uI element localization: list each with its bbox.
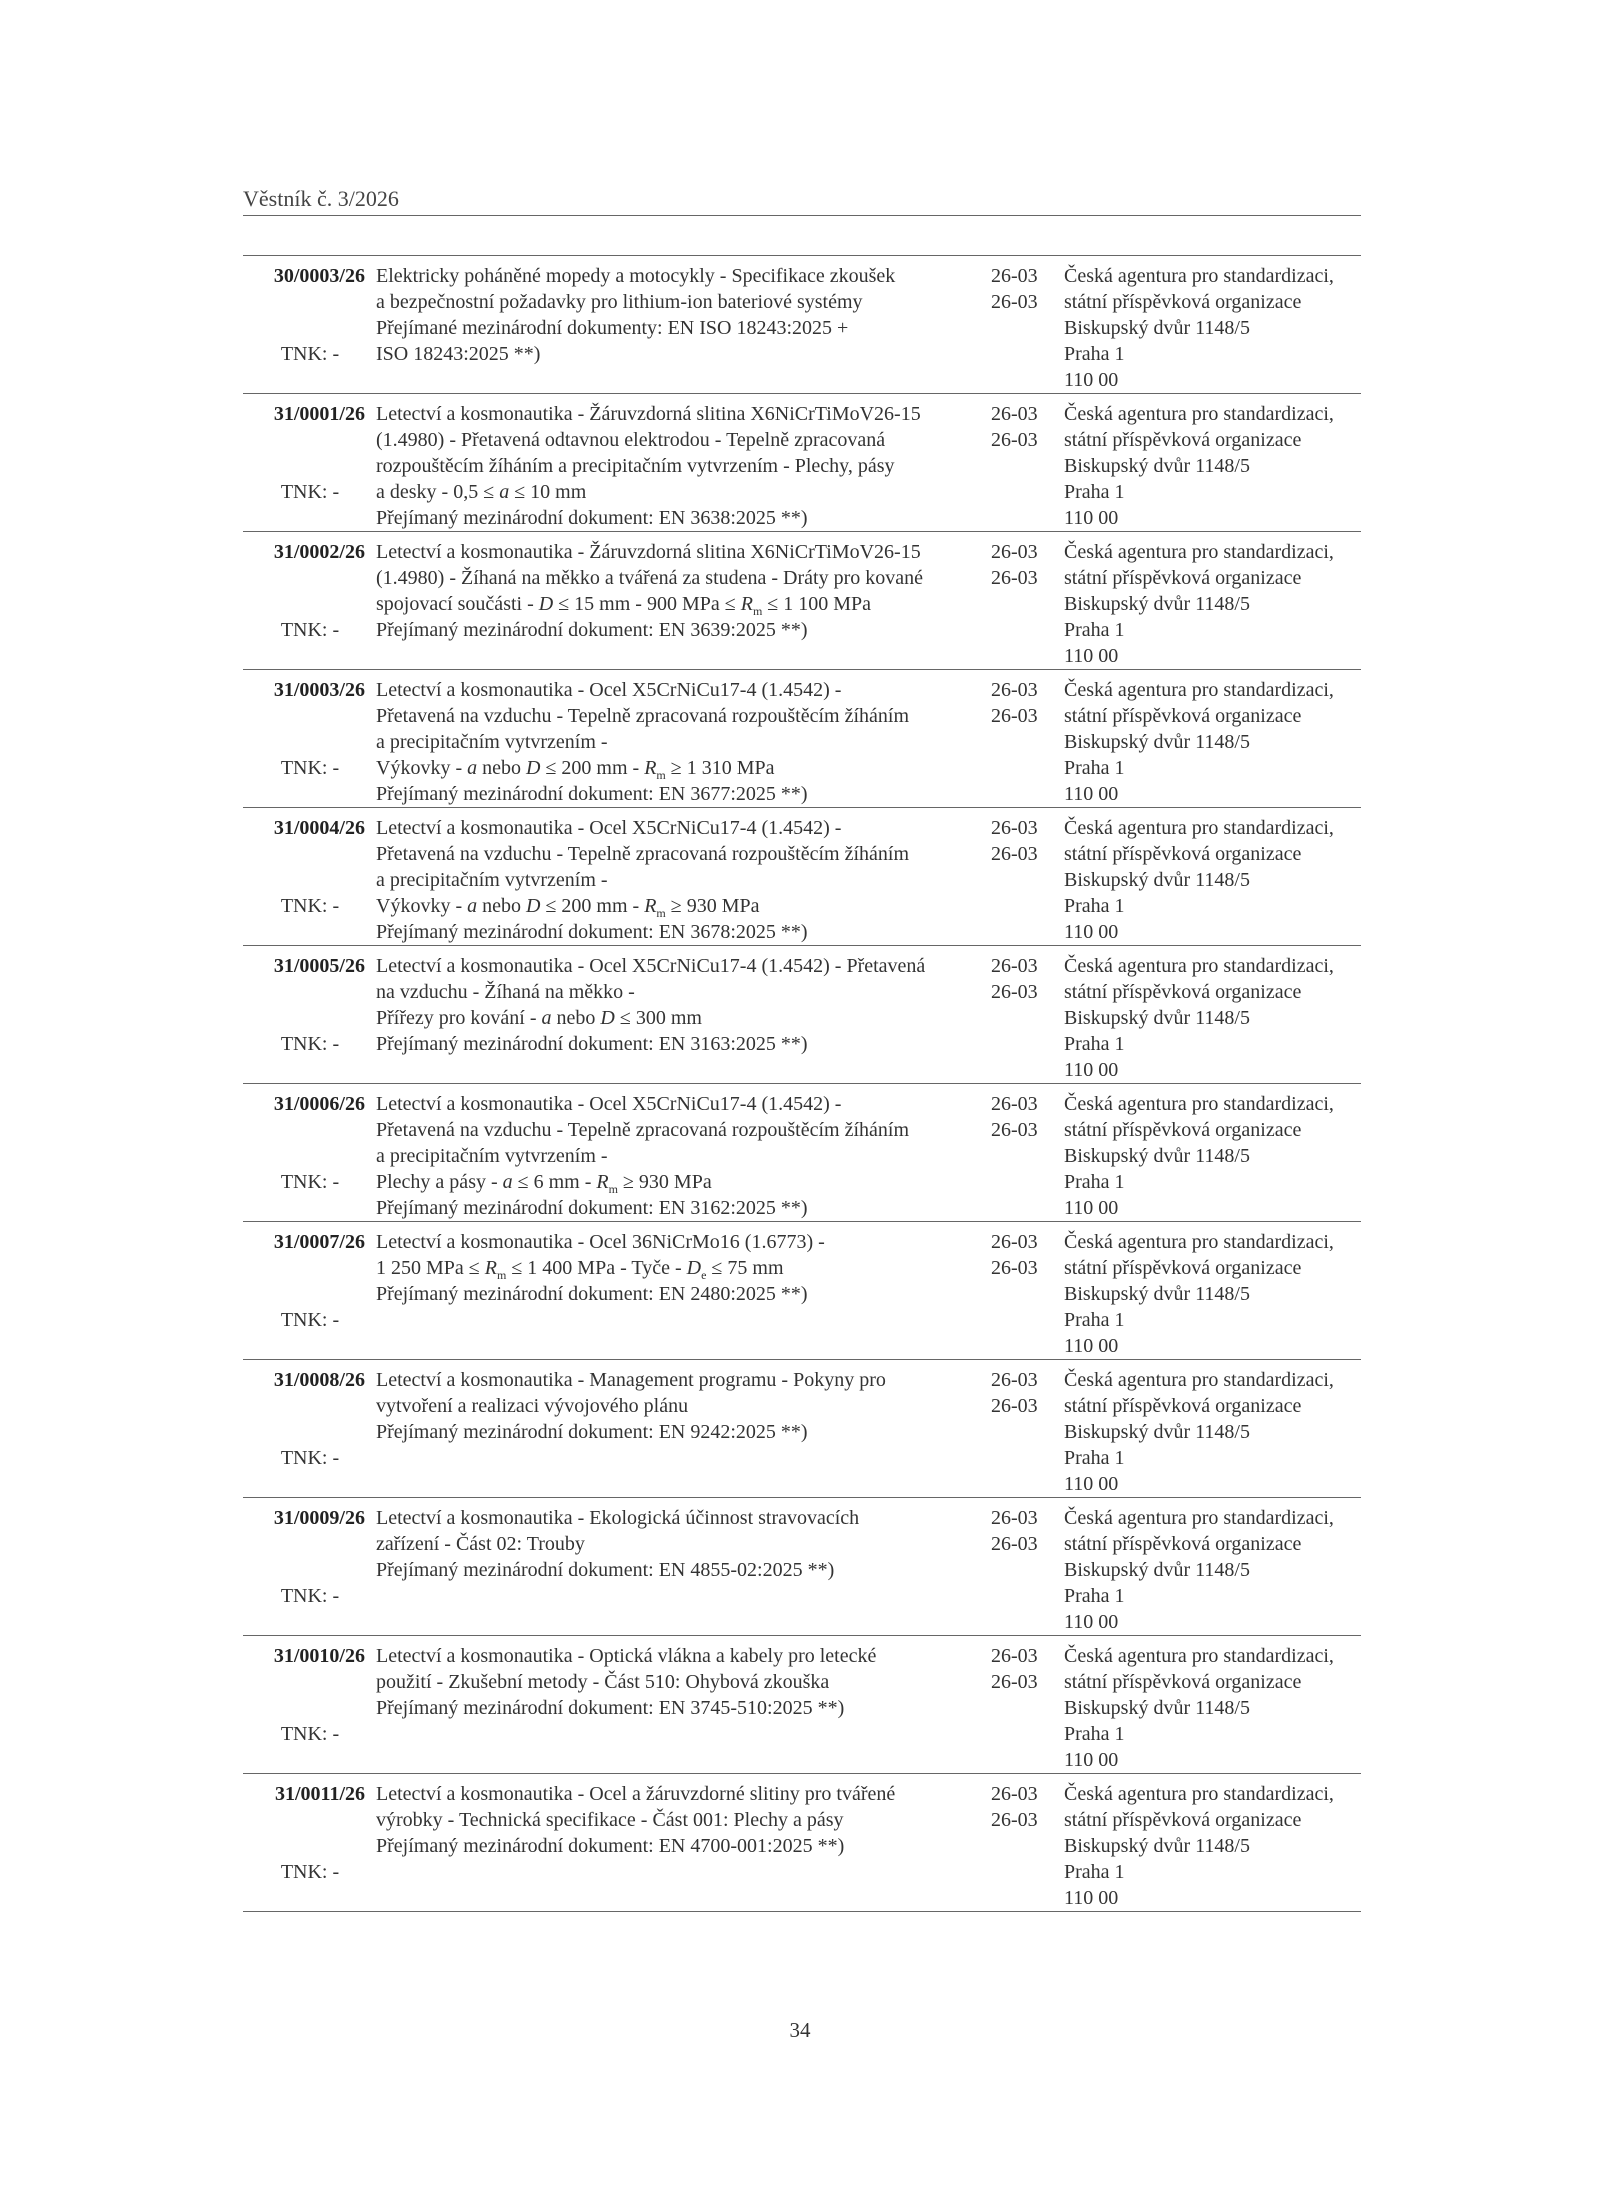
text-segment: (1.4980) - Žíhaná na měkko a tvářená za studena - Dráty pro kované [376, 567, 924, 589]
text-segment: spojovací součásti - [376, 593, 539, 615]
agency-line: Česká agentura pro standardizaci, [1064, 679, 1334, 701]
description-line [376, 919, 909, 945]
agency-line: státní příspěvková organizace [1064, 1257, 1302, 1279]
agency-line: Praha 1 [1064, 1723, 1125, 1745]
dates [991, 1643, 1038, 1695]
text-segment: rozpouštěcím žíháním a precipitačním vytvrzením - Plechy, pásy [376, 455, 895, 477]
date: 26-03 [991, 291, 1038, 313]
tnk-label: TNK: - [280, 343, 340, 365]
agency-address [1064, 1781, 1334, 1911]
page-number: 34 [789, 2018, 811, 2042]
agency-address [1064, 1091, 1334, 1221]
standard-code: 31/0011/26 [274, 1783, 365, 1805]
agency-line: Praha 1 [1064, 1033, 1125, 1055]
text-segment: a bezpečnostní požadavky pro lithium-ion bateriové systémy [376, 291, 863, 313]
text-segment: Přířezy pro kování - [376, 1007, 542, 1029]
italic-symbol: a [499, 481, 510, 503]
text-segment: zařízení - Část 02: Trouby [376, 1533, 585, 1555]
date: 26-03 [991, 981, 1038, 1003]
agency-line: státní příspěvková organizace [1064, 567, 1302, 589]
description-line [376, 979, 925, 1005]
date: 26-03 [991, 403, 1038, 425]
date: 26-03 [991, 1369, 1038, 1391]
agency-line: Biskupský dvůr 1148/5 [1064, 1007, 1250, 1029]
agency-address [1064, 677, 1334, 807]
agency-address [1064, 953, 1334, 1083]
agency-line: státní příspěvková organizace [1064, 429, 1302, 451]
date: 26-03 [991, 541, 1038, 563]
tnk-label: TNK: - [280, 1723, 340, 1745]
italic-symbol: a [502, 1171, 513, 1193]
text-segment: Elektricky poháněné mopedy a motocykly - Specifikace zkoušek [376, 265, 896, 287]
description-line [376, 1031, 925, 1057]
text-segment: ≤ 6 mm - [512, 1171, 597, 1193]
description-line [376, 1169, 909, 1195]
text-segment: Přejímaný mezinárodní dokument: EN 2480:2025 **) [376, 1283, 808, 1305]
tnk-label: TNK: - [280, 619, 340, 641]
subscript: m [608, 1182, 618, 1196]
description-line [376, 1419, 886, 1445]
agency-line: Biskupský dvůr 1148/5 [1064, 1559, 1250, 1581]
table-row [243, 1498, 1361, 1636]
table-row [243, 808, 1361, 946]
date: 26-03 [991, 1783, 1038, 1805]
text-segment: ≤ 1 100 MPa [762, 593, 872, 615]
date: 26-03 [991, 1507, 1038, 1529]
standard-description [376, 1505, 859, 1583]
text-segment: ≤ 15 mm - 900 MPa ≤ [553, 593, 741, 615]
agency-line: Biskupský dvůr 1148/5 [1064, 731, 1250, 753]
text-segment: Přejímaný mezinárodní dokument: EN 4855-02:2025 **) [376, 1559, 835, 1581]
agency-line: 110 00 [1064, 645, 1119, 667]
text-segment: nebo [477, 757, 526, 779]
agency-line: státní příspěvková organizace [1064, 705, 1302, 727]
tnk-label: TNK: - [280, 1447, 340, 1469]
description-line [376, 617, 923, 643]
agency-line: Biskupský dvůr 1148/5 [1064, 593, 1250, 615]
subscript: m [752, 604, 763, 618]
italic-symbol: R [484, 1257, 497, 1279]
text-segment: a precipitačním vytvrzením - [376, 731, 608, 753]
standard-code: 31/0007/26 [273, 1231, 365, 1253]
description-line [376, 453, 921, 479]
description-line [376, 1531, 859, 1557]
text-segment: 1 250 MPa ≤ [376, 1257, 485, 1279]
agency-line: Česká agentura pro standardizaci, [1064, 1093, 1334, 1115]
dates [991, 1229, 1038, 1281]
description-line [376, 479, 921, 505]
agency-line: Praha 1 [1064, 895, 1125, 917]
text-segment: a desky - 0,5 ≤ [376, 481, 500, 503]
date: 26-03 [991, 1671, 1038, 1693]
agency-line: Česká agentura pro standardizaci, [1064, 1645, 1334, 1667]
table-row [243, 1774, 1361, 1912]
description-line [376, 1117, 909, 1143]
agency-line: státní příspěvková organizace [1064, 1671, 1302, 1693]
agency-address [1064, 815, 1334, 945]
description-line [376, 867, 909, 893]
description-line [376, 677, 909, 703]
date: 26-03 [991, 1809, 1038, 1831]
agency-address [1064, 539, 1334, 669]
agency-line: Biskupský dvůr 1148/5 [1064, 1421, 1250, 1443]
standard-code: 31/0006/26 [273, 1093, 365, 1115]
dates [991, 401, 1038, 453]
text-segment: Letectví a kosmonautika - Ekologická účinnost stravovacích [376, 1507, 860, 1529]
text-segment: Přetavená na vzduchu - Tepelně zpracovaná rozpouštěcím žíháním [376, 843, 909, 865]
agency-address [1064, 1229, 1334, 1359]
standard-description [376, 1643, 876, 1721]
dates [991, 677, 1038, 729]
tnk-label: TNK: - [280, 1309, 340, 1331]
agency-line: státní příspěvková organizace [1064, 291, 1302, 313]
standard-description [376, 677, 909, 807]
agency-line: Biskupský dvůr 1148/5 [1064, 1145, 1250, 1167]
agency-address [1064, 263, 1334, 393]
agency-line: státní příspěvková organizace [1064, 843, 1302, 865]
agency-line: Biskupský dvůr 1148/5 [1064, 1697, 1250, 1719]
standard-code: 31/0005/26 [273, 955, 365, 977]
date: 26-03 [991, 429, 1038, 451]
agency-line: 110 00 [1064, 921, 1119, 943]
description-line [376, 565, 923, 591]
date: 26-03 [991, 1645, 1038, 1667]
agency-line: 110 00 [1064, 783, 1119, 805]
date: 26-03 [991, 1395, 1038, 1417]
description-line [376, 1367, 886, 1393]
text-segment: na vzduchu - Žíhaná na měkko - [376, 981, 635, 1003]
agency-line: 110 00 [1064, 1749, 1119, 1771]
italic-symbol: a [467, 757, 478, 779]
text-segment: Letectví a kosmonautika - Optická vlákna a kabely pro letecké [376, 1645, 877, 1667]
text-segment: a precipitačním vytvrzením - [376, 869, 608, 891]
text-segment: Letectví a kosmonautika - Ocel X5CrNiCu17-4 (1.4542) - [376, 679, 842, 701]
text-segment: Letectví a kosmonautika - Ocel 36NiCrMo16 (1.6773) - [376, 1231, 825, 1253]
text-segment: Přetavená na vzduchu - Tepelně zpracovaná rozpouštěcím žíháním [376, 705, 909, 727]
agency-line: Praha 1 [1064, 619, 1125, 641]
agency-line: Praha 1 [1064, 1171, 1125, 1193]
text-segment: (1.4980) - Přetavená odtavnou elektrodou - Tepelně zpracovaná [376, 429, 886, 451]
text-segment: Letectví a kosmonautika - Management programu - Pokyny pro [376, 1369, 886, 1391]
text-segment: Letectví a kosmonautika - Ocel X5CrNiCu17-4 (1.4542) - [376, 817, 842, 839]
description-line [376, 841, 909, 867]
text-segment: Přetavená na vzduchu - Tepelně zpracovaná rozpouštěcím žíháním [376, 1119, 909, 1141]
text-segment: ISO 18243:2025 **) [376, 343, 541, 365]
agency-line: Česká agentura pro standardizaci, [1064, 265, 1334, 287]
standard-description [376, 401, 921, 531]
tnk-label: TNK: - [280, 895, 340, 917]
date: 26-03 [991, 1093, 1038, 1115]
dates [991, 815, 1038, 867]
text-segment: ≥ 930 MPa [617, 1171, 712, 1193]
standards-table [243, 255, 1361, 1912]
tnk-label: TNK: - [280, 1861, 340, 1883]
text-segment: ≤ 75 mm [706, 1257, 784, 1279]
standard-code: 31/0004/26 [273, 817, 365, 839]
description-line [376, 1833, 895, 1859]
description-line [376, 893, 909, 919]
standard-description [376, 1781, 895, 1859]
text-segment: ≤ 1 400 MPa - Tyče - [506, 1257, 687, 1279]
agency-line: 110 00 [1064, 1887, 1119, 1909]
standard-description [376, 1091, 909, 1221]
standard-description [376, 815, 909, 945]
agency-address [1064, 1505, 1334, 1635]
text-segment: a precipitačním vytvrzením - [376, 1145, 608, 1167]
description-line [376, 315, 895, 341]
agency-line: Praha 1 [1064, 1447, 1125, 1469]
agency-line: státní příspěvková organizace [1064, 1395, 1302, 1417]
standard-code: 31/0001/26 [273, 403, 365, 425]
table-row [243, 532, 1361, 670]
text-segment: ≤ 200 mm - [540, 895, 645, 917]
dates [991, 263, 1038, 315]
tnk-label: TNK: - [280, 1033, 340, 1055]
agency-line: Praha 1 [1064, 343, 1125, 365]
agency-line: Biskupský dvůr 1148/5 [1064, 1283, 1250, 1305]
description-line [376, 781, 909, 807]
agency-address [1064, 1367, 1334, 1497]
description-line [376, 1669, 876, 1695]
text-segment: Přejímané mezinárodní dokumenty: EN ISO 18243:2025 + [376, 317, 849, 339]
text-segment: Přejímaný mezinárodní dokument: EN 9242:2025 **) [376, 1421, 808, 1443]
description-line [376, 1557, 859, 1583]
text-segment: Přejímaný mezinárodní dokument: EN 3638:2025 **) [376, 507, 808, 529]
text-segment: ≥ 930 MPa [665, 895, 760, 917]
tnk-label: TNK: - [280, 1585, 340, 1607]
italic-symbol: D [526, 757, 541, 779]
agency-line: Praha 1 [1064, 1861, 1125, 1883]
description-line [376, 1781, 895, 1807]
italic-symbol: R [596, 1171, 609, 1193]
text-segment: Přejímaný mezinárodní dokument: EN 3745-510:2025 **) [376, 1697, 845, 1719]
italic-symbol: a [541, 1007, 552, 1029]
description-line [376, 505, 921, 531]
dates [991, 953, 1038, 1005]
description-line [376, 1505, 859, 1531]
standard-description [376, 953, 925, 1057]
text-segment: Letectví a kosmonautika - Žáruvzdorná slitina X6NiCrTiMoV26-15 [376, 541, 921, 563]
agency-line: Praha 1 [1064, 1585, 1125, 1607]
dates [991, 1781, 1038, 1833]
description-line [376, 1229, 825, 1255]
agency-line: Biskupský dvůr 1148/5 [1064, 1835, 1250, 1857]
agency-line: 110 00 [1064, 369, 1119, 391]
description-line [376, 1695, 876, 1721]
agency-line: Biskupský dvůr 1148/5 [1064, 869, 1250, 891]
description-line [376, 289, 895, 315]
agency-line: 110 00 [1064, 1335, 1119, 1357]
description-line [376, 1143, 909, 1169]
agency-line: 110 00 [1064, 1197, 1119, 1219]
description-line [376, 1807, 895, 1833]
description-line [376, 703, 909, 729]
text-segment: Letectví a kosmonautika - Žáruvzdorná slitina X6NiCrTiMoV26-15 [376, 403, 921, 425]
agency-line: státní příspěvková organizace [1064, 981, 1302, 1003]
description-line [376, 729, 909, 755]
bulletin-title: Věstník č. 3/2026 [243, 186, 399, 211]
description-line [376, 401, 921, 427]
italic-symbol: D [686, 1257, 702, 1279]
agency-line: Česká agentura pro standardizaci, [1064, 541, 1334, 563]
agency-line: Praha 1 [1064, 757, 1125, 779]
tnk-label: TNK: - [280, 481, 340, 503]
text-segment: Letectví a kosmonautika - Ocel X5CrNiCu17-4 (1.4542) - [376, 1093, 842, 1115]
agency-line: Biskupský dvůr 1148/5 [1064, 317, 1250, 339]
table-row [243, 1636, 1361, 1774]
date: 26-03 [991, 843, 1038, 865]
dates [991, 1091, 1038, 1143]
text-segment: Přejímaný mezinárodní dokument: EN 3162:2025 **) [376, 1197, 808, 1219]
text-segment: ≥ 1 310 MPa [665, 757, 775, 779]
dates [991, 1505, 1038, 1557]
description-line [376, 1255, 825, 1281]
table-row [243, 1360, 1361, 1498]
agency-line: Česká agentura pro standardizaci, [1064, 1231, 1334, 1253]
italic-symbol: R [644, 757, 657, 779]
standard-description [376, 539, 923, 643]
table-row [243, 946, 1361, 1084]
agency-line: Česká agentura pro standardizaci, [1064, 817, 1334, 839]
standard-code: 31/0008/26 [273, 1369, 365, 1391]
description-line [376, 591, 923, 617]
italic-symbol: D [538, 593, 554, 615]
description-line [376, 1005, 925, 1031]
agency-line: 110 00 [1064, 507, 1119, 529]
date: 26-03 [991, 705, 1038, 727]
description-line [376, 1195, 909, 1221]
text-segment: výrobky - Technická specifikace - Část 001: Plechy a pásy [376, 1809, 844, 1831]
text-segment: Přejímaný mezinárodní dokument: EN 3678:2025 **) [376, 921, 808, 943]
agency-address [1064, 1643, 1334, 1773]
standard-code: 31/0003/26 [273, 679, 365, 701]
text-segment: Přejímaný mezinárodní dokument: EN 4700-001:2025 **) [376, 1835, 845, 1857]
description-line [376, 815, 909, 841]
italic-symbol: R [644, 895, 657, 917]
table-row [243, 1084, 1361, 1222]
italic-symbol: R [740, 593, 753, 615]
description-line [376, 263, 895, 289]
text-segment: použití - Zkušební metody - Část 510: Ohybová zkouška [376, 1671, 830, 1693]
italic-symbol: D [526, 895, 541, 917]
table-row [243, 256, 1361, 394]
description-line [376, 1091, 909, 1117]
date: 26-03 [991, 1231, 1038, 1253]
description-line [376, 953, 925, 979]
agency-line: 110 00 [1064, 1473, 1119, 1495]
description-line [376, 539, 923, 565]
agency-line: 110 00 [1064, 1611, 1119, 1633]
description-line [376, 755, 909, 781]
agency-line: státní příspěvková organizace [1064, 1809, 1302, 1831]
italic-symbol: a [467, 895, 478, 917]
agency-address [1064, 401, 1334, 531]
description-line [376, 1393, 886, 1419]
standard-description [376, 1229, 825, 1307]
agency-line: Praha 1 [1064, 481, 1125, 503]
date: 26-03 [991, 265, 1038, 287]
text-segment: ≤ 300 mm [614, 1007, 702, 1029]
agency-line: Česká agentura pro standardizaci, [1064, 955, 1334, 977]
agency-line: Praha 1 [1064, 1309, 1125, 1331]
text-segment: Přejímaný mezinárodní dokument: EN 3639:2025 **) [376, 619, 808, 641]
text-segment: Výkovky - [376, 757, 468, 779]
text-segment: ≤ 200 mm - [540, 757, 645, 779]
standard-code: 30/0003/26 [273, 265, 365, 287]
description-line [376, 341, 895, 367]
table-row [243, 1222, 1361, 1360]
date: 26-03 [991, 817, 1038, 839]
agency-line: Biskupský dvůr 1148/5 [1064, 455, 1250, 477]
description-line [376, 427, 921, 453]
text-segment: Plechy a pásy - [376, 1171, 503, 1193]
header-divider [243, 215, 1361, 216]
tnk-label: TNK: - [280, 757, 340, 779]
standard-code: 31/0002/26 [273, 541, 365, 563]
italic-symbol: D [600, 1007, 615, 1029]
subscript: m [656, 906, 666, 920]
agency-line: státní příspěvková organizace [1064, 1533, 1302, 1555]
date: 26-03 [991, 567, 1038, 589]
agency-line: Česká agentura pro standardizaci, [1064, 1369, 1334, 1391]
description-line [376, 1643, 876, 1669]
agency-line: Česká agentura pro standardizaci, [1064, 403, 1334, 425]
dates [991, 1367, 1038, 1419]
text-segment: Přejímaný mezinárodní dokument: EN 3677:2025 **) [376, 783, 808, 805]
text-segment: Letectví a kosmonautika - Ocel X5CrNiCu17-4 (1.4542) - Přetavená [376, 955, 926, 977]
agency-line: státní příspěvková organizace [1064, 1119, 1302, 1141]
agency-line: 110 00 [1064, 1059, 1119, 1081]
date: 26-03 [991, 1119, 1038, 1141]
text-segment: nebo [477, 895, 526, 917]
date: 26-03 [991, 955, 1038, 977]
text-segment: Výkovky - [376, 895, 468, 917]
agency-line: Česká agentura pro standardizaci, [1064, 1507, 1334, 1529]
standard-description [376, 263, 895, 367]
text-segment: ≤ 10 mm [509, 481, 587, 503]
table-row [243, 394, 1361, 532]
text-segment: Letectví a kosmonautika - Ocel a žáruvzdorné slitiny pro tvářené [376, 1783, 896, 1805]
table-row [243, 670, 1361, 808]
description-line [376, 1281, 825, 1307]
text-segment: vytvoření a realizaci vývojového plánu [376, 1395, 689, 1417]
subscript: e [701, 1268, 707, 1282]
dates [991, 539, 1038, 591]
tnk-label: TNK: - [280, 1171, 340, 1193]
subscript: m [496, 1268, 507, 1282]
subscript: m [656, 768, 666, 782]
standard-code: 31/0010/26 [273, 1645, 365, 1667]
date: 26-03 [991, 679, 1038, 701]
standard-description [376, 1367, 886, 1445]
date: 26-03 [991, 1533, 1038, 1555]
agency-line: Česká agentura pro standardizaci, [1064, 1783, 1334, 1805]
date: 26-03 [991, 1257, 1038, 1279]
standard-code: 31/0009/26 [273, 1507, 365, 1529]
text-segment: nebo [551, 1007, 601, 1029]
text-segment: Přejímaný mezinárodní dokument: EN 3163:2025 **) [376, 1033, 808, 1055]
